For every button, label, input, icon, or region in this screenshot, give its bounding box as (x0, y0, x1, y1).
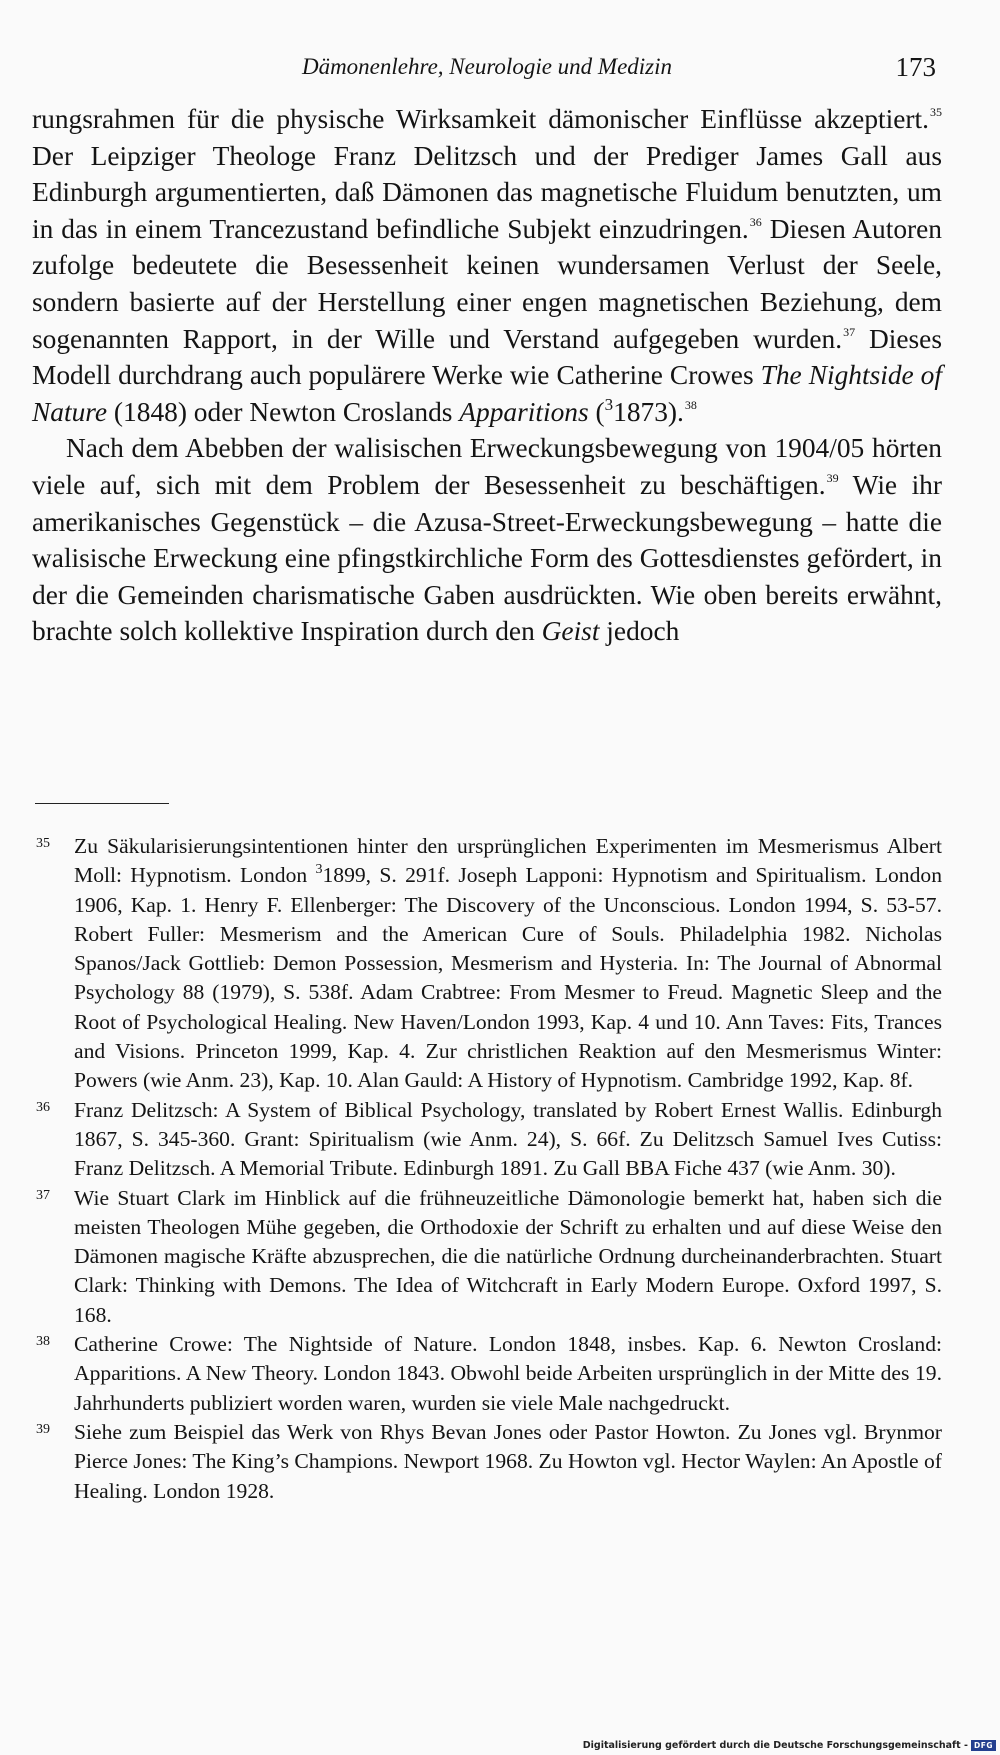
footnote-ref-39[interactable]: 39 (826, 470, 839, 485)
running-title: Dämonenlehre, Neurologie und Medizin (301, 54, 673, 79)
footnote-38 (32, 1330, 942, 1418)
footnote-text: Siehe zum Beispiel das Werk von Rhys Bevan Jones oder Pastor Howton. Zu Jones vgl. Brynmor Pierce Jones: The King’s Champions. Newport 1968. Zu Howton vgl. Hector Waylen: An Apostle of Healing. London 1928. (74, 1419, 942, 1503)
footnote-number: 38 (36, 1334, 50, 1350)
text-run: Wie ihr amerikanisches Gegenstück – die Azusa-Street-Erweckungsbewegung – hatte die walisische Erweckung eine pfingstkirchliche Form des Gottesdienstes gefördert, in der die Gemeinden charismatische Gaben ausdrückten. Wie oben bereits erwähnt, brachte solch kollektive Inspiration durch den (32, 469, 942, 647)
footnote-ref-37[interactable]: 37 (843, 324, 856, 339)
footnote-ref-36[interactable]: 36 (749, 214, 762, 229)
text-run: Der Leipziger Theologe Franz Delitzsch und der Prediger James Gall aus Edinburgh argumentierten, daß Dämonen das magnetische Fluidum benutzten, um in das in einem Trancezustand befindliche Subjekt einzudringen. (32, 140, 942, 244)
footnote-ref-35[interactable]: 35 (930, 105, 942, 119)
edition-superscript: 3 (315, 862, 323, 878)
footnote-36 (32, 1096, 942, 1184)
footnote-number: 39 (36, 1421, 50, 1437)
text-run: (1848) oder Newton Croslands (107, 396, 460, 427)
page-number: 173 (895, 52, 936, 82)
footnote-number: 37 (36, 1187, 50, 1203)
funding-credit: Digitalisierung gefördert durch die Deutsche Forschungsgemeinschaft - (582, 1740, 968, 1751)
text-run: jedoch (599, 616, 680, 647)
text-run: rungsrahmen für die physische Wirksamkeit dämonischer Einflüsse akzeptiert. (32, 104, 929, 134)
text-run: Diesen Autoren zufolge bedeutete die Besessenheit keinen wundersamen Verlust der Seele, sondern basierte auf der Herstellung einer engen magnetischen Beziehung, dem sogenannten Rapport, in der Wille und Verstand aufgegeben wurden. (32, 213, 942, 354)
footnote-number: 35 (36, 836, 50, 851)
main-text (32, 101, 942, 650)
footnote-number: 36 (36, 1099, 50, 1115)
footnote-text: Catherine Crowe: The Nightside of Nature. London 1848, insbes. Kap. 6. Newton Crosland: Apparitions. A New Theory. London 1843. Obwohl beide Arbeiten ursprünglich in der Mitte des 19. Jahrhunderts publiziert worden waren, wurden sie viele Male nachgedruckt. (74, 1332, 942, 1415)
footnote-text: Wie Stuart Clark im Hinblick auf die frühneuzeitliche Dämonologie bemerkt hat, haben sich die meisten Theologen Mühe gegeben, die Orthodoxie der Schrift zu erhalten und auf diese Weise den Dämonen magische Kräfte abzusprechen, die die natürliche Ordnung durcheinanderbrachten. Stuart Clark: Thinking with Demons. The Idea of Witchcraft in Early Modern Europe. Oxford 1997, S. 168. (74, 1185, 942, 1327)
work-title: Apparitions (459, 396, 589, 427)
text-run: ( (588, 396, 605, 427)
footnote-text: Zu Säkularisierungsintentionen hinter den ursprünglichen Experimenten im Mesmerismus Albert Moll: Hypnotism. London (74, 834, 942, 888)
footnote-divider (35, 803, 169, 804)
text-run: 1873). (613, 396, 684, 427)
dfg-logo: DFG (971, 1740, 996, 1751)
footnotes (32, 832, 942, 1506)
text-run: Dieses Modell durchdrang auch populärere Werke wie Catherine Crowes (32, 323, 942, 391)
footnote-35 (32, 832, 942, 1096)
paragraph-1 (32, 101, 942, 430)
footnote-text: Franz Delitzsch: A System of Biblical Psychology, translated by Robert Ernest Wallis. Edinburgh 1867, S. 345-360. Grant: Spiritualism (wie Anm. 24), S. 66f. Zu Delitzsch Samuel Ives Cutiss: Franz Delitzsch. A Memorial Tribute. Edinburgh 1891. Zu Gall BBA Fiche 437 (wie Anm. 30). (74, 1097, 942, 1181)
digitization-footer (583, 1740, 996, 1751)
footnote-text: 1899, S. 291f. Joseph Lapponi: Hypnotism and Spiritualism. London 1906, Kap. 1. Henry F. Ellenberger: The Discovery of the Unconscious. London 1994, S. 53-57. Robert Fuller: Mesmerism and the American Cure of Souls. Philadelphia 1982. Nicholas Spanos/Jack Gottlieb: Demon Possession, Mesmerism and Hysteria. In: The Journal of Abnormal Psychology 88 (1979), S. 538f. Adam Crabtree: From Mesmer to Freud. Magnetic Sleep and the Root of Psychological Healing. New Haven/London 1993, Kap. 4 und 10. Ann Taves: Fits, Trances and Visions. Princeton 1999, Kap. 4. Zur christlichen Reaktion auf den Mesmerismus Winter: Powers (wie Anm. 23), Kap. 10. Alan Gauld: A History of Hypnotism. Cambridge 1992, Kap. 8f. (74, 863, 942, 1093)
emphasis: Geist (541, 616, 600, 647)
paragraph-2 (32, 430, 942, 650)
text-run: Nach dem Abebben der walisischen Erweckungsbewegung von 1904/05 hörten viele auf, sich mit dem Problem der Besessenheit zu beschäftigen. (32, 433, 942, 500)
footnote-39 (32, 1418, 942, 1506)
edition-superscript: 3 (604, 394, 614, 414)
page-header (32, 50, 942, 90)
footnote-ref-38[interactable]: 38 (684, 397, 697, 412)
footnote-37 (32, 1184, 942, 1330)
work-title: The Nightside of Nature (32, 360, 942, 427)
